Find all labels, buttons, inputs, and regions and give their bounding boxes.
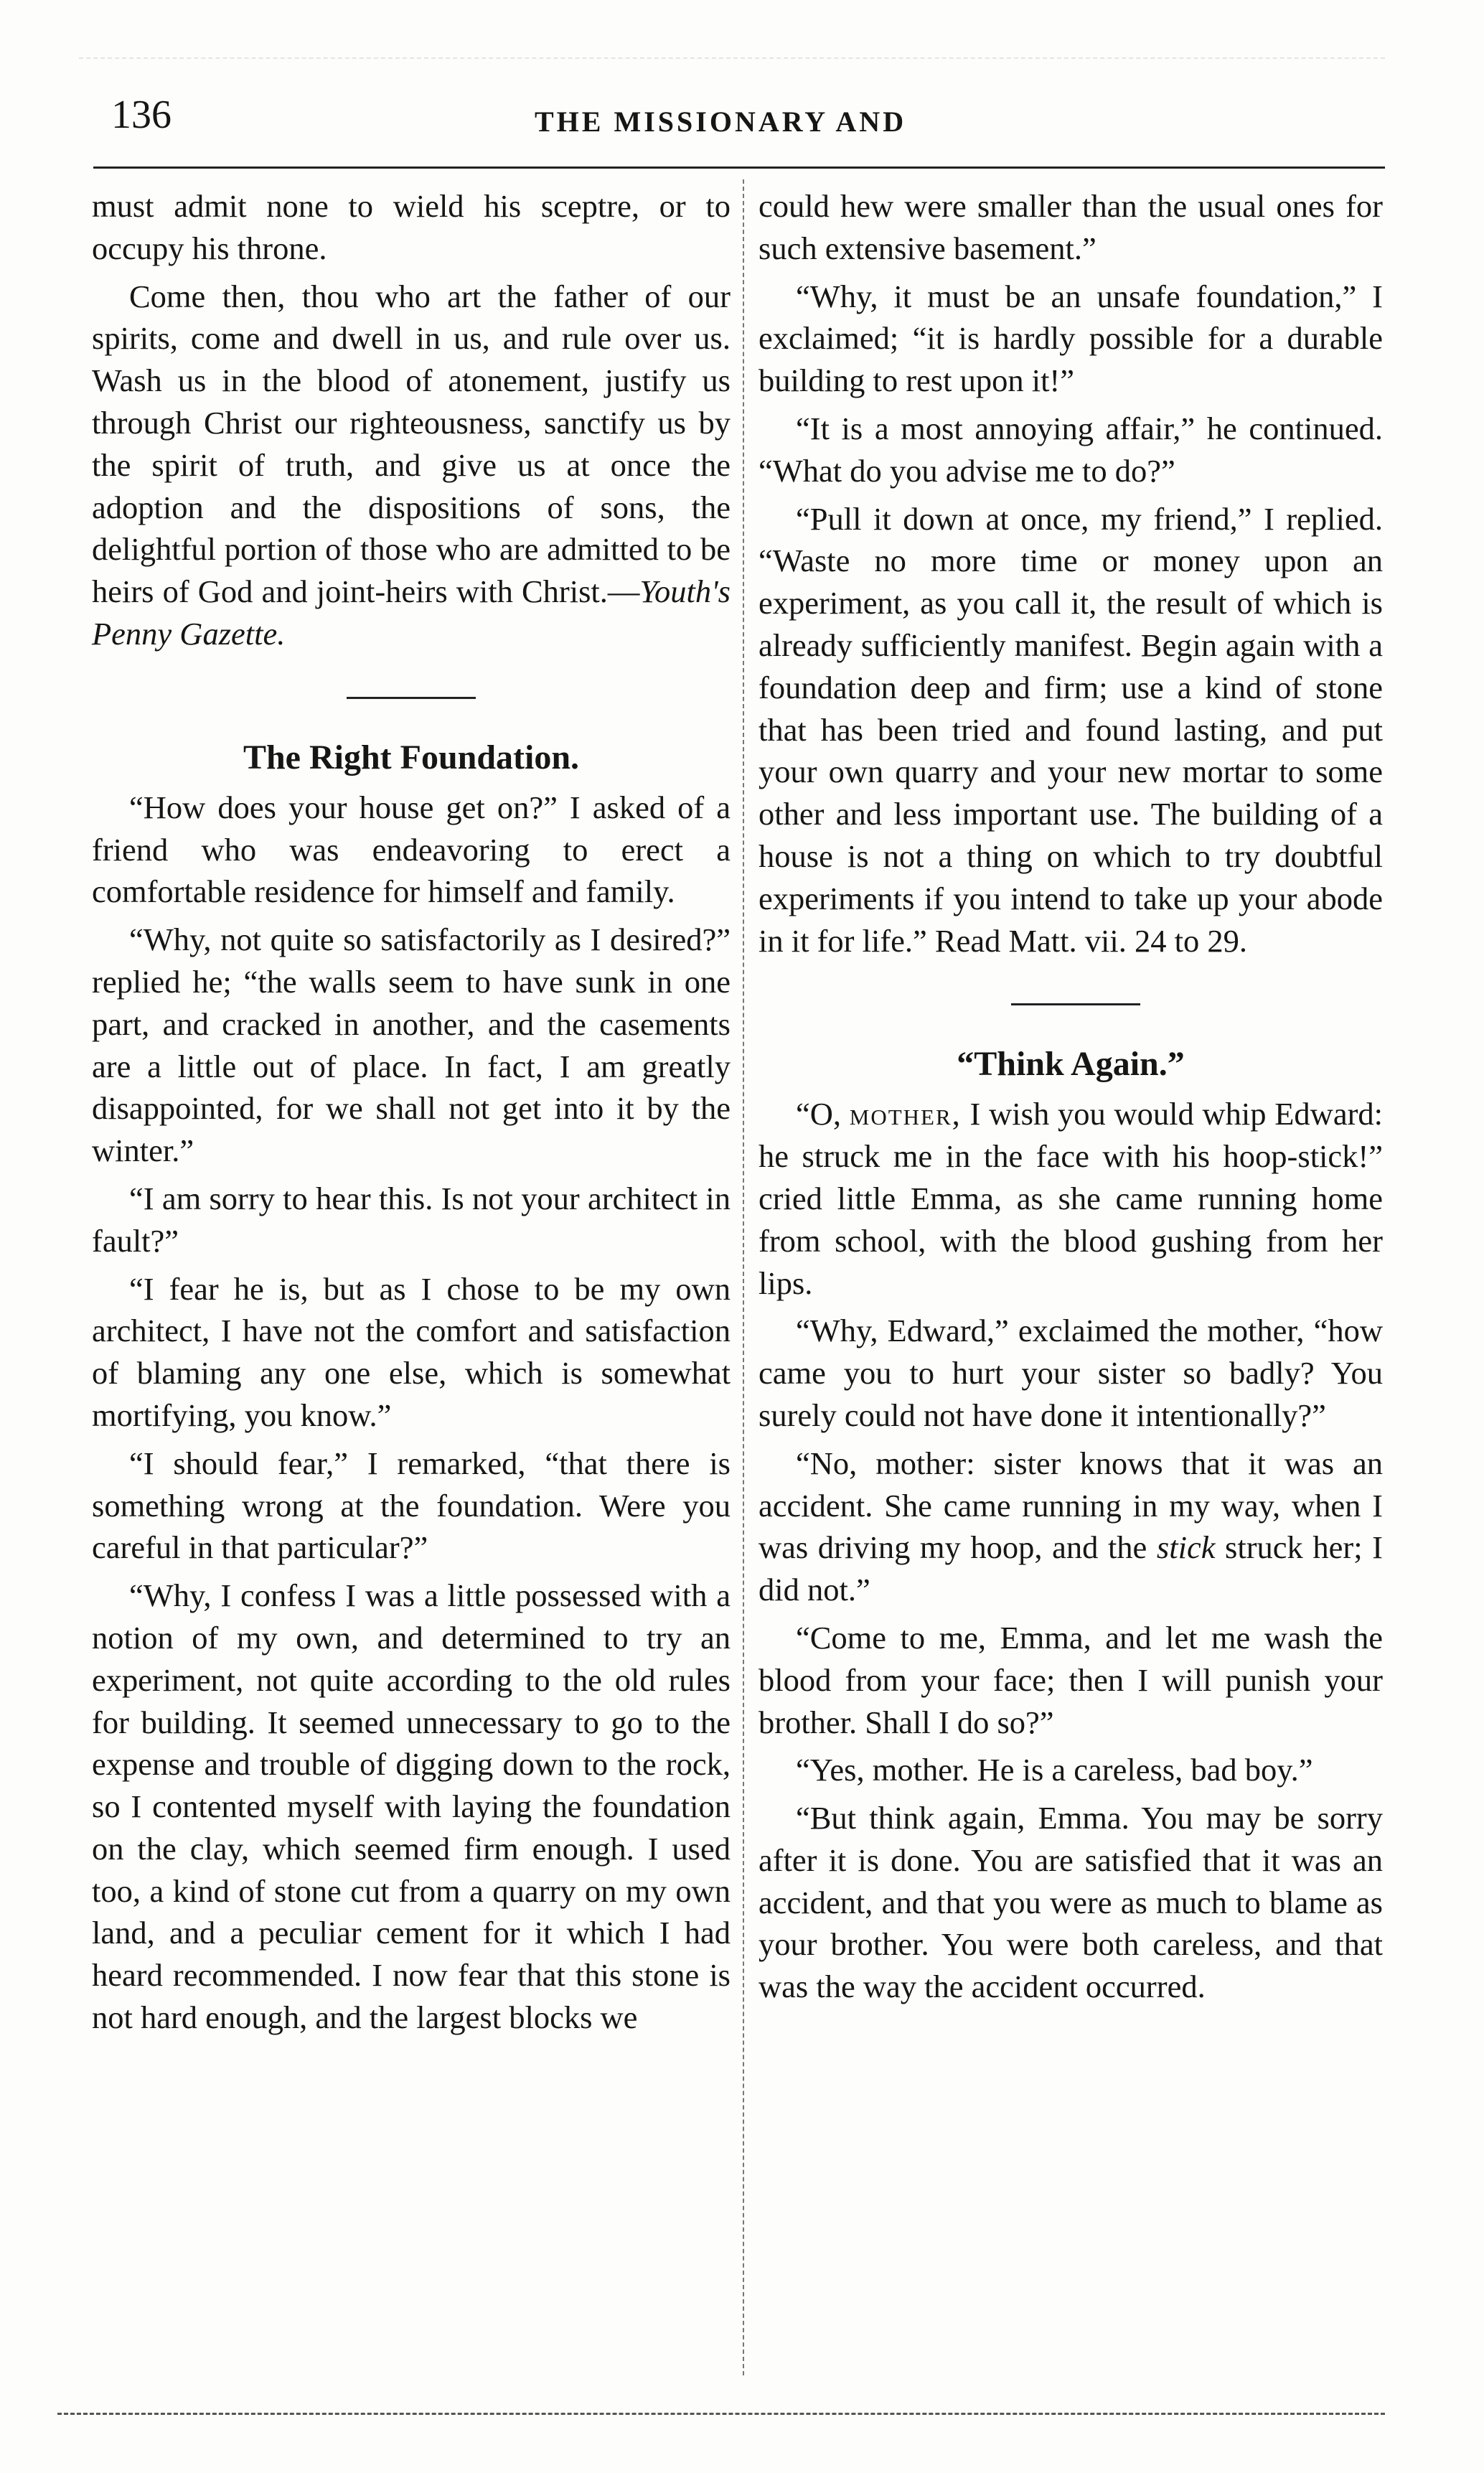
- paragraph: [759, 1093, 1383, 1304]
- footer-rule: [57, 2413, 1385, 2415]
- paragraph-text: “No, mother: sister knows that it was an accident. She came running in my way, when I was driving my hoop, and the: [759, 1445, 1383, 1566]
- section-separator: [347, 697, 476, 699]
- paragraph-text: I wish you would whip Edward: he struck me in the face with his hoop-stick!” cried little Emma, as she came running home from school, with the blood gushing from her lips.: [759, 1096, 1384, 1301]
- paragraph-text: struck her; I did not.”: [759, 1529, 1383, 1608]
- paragraph: “Why, not quite so satisfactorily as I desired?” replied he; “the walls seem to have sunk in one part, and cracked in another, and the casements are a little out of place. In fact, I am greatly disappointed, for we shall not get into it by the winter.”: [92, 921, 731, 1169]
- header-rule: [93, 166, 1385, 169]
- italic-word: stick: [1156, 1529, 1216, 1566]
- section-title: The Right Foundation.: [243, 738, 580, 776]
- paragraph: “Come to me, Emma, and let me wash the blood from your face; then I will punish your brother. Shall I do so?”: [759, 1619, 1383, 1740]
- section-separator: [1011, 1003, 1140, 1005]
- paragraph-text: Come then, thou who art the father of our spirits, come and dwell in us, and rule over us. Wash us in the blood of atonement, justify us through Christ our righteousness, sanctify us by the spirit of truth, and give us at once the adoption and the dispositions of sons, the delightful portion of those who are admitted to be heirs of God and joint-heirs with Christ.—: [92, 278, 731, 610]
- paragraph: “I should fear,” I remarked, “that there is something wrong at the foundation. Were you careful in that particular?”: [92, 1445, 731, 1566]
- small-caps-word: mother,: [849, 1096, 962, 1132]
- paragraph: could hew were smaller than the usual ones for such extensive basement.”: [759, 188, 1383, 266]
- paragraph: “I am sorry to hear this. Is not your architect in fault?”: [92, 1180, 731, 1259]
- paragraph: “Why, it must be an unsafe foundation,” I exclaimed; “it is hardly possible for a durable building to rest upon it!”: [759, 278, 1383, 399]
- left-column: [92, 185, 731, 2039]
- paragraph: must admit none to wield his sceptre, or to occupy his throne.: [92, 188, 731, 266]
- citation: Youth's Penny Gazette.: [92, 573, 731, 652]
- paragraph: “I fear he is, but as I chose to be my own architect, I have not the comfort and satisfaction of blaming any one else, which is somewhat mortifying, you know.”: [92, 1270, 731, 1433]
- paragraph: “Yes, mother. He is a careless, bad boy.”: [796, 1752, 1313, 1788]
- page-number: 136: [111, 93, 172, 137]
- right-column: [759, 185, 1383, 2008]
- paragraph: “Pull it down at once, my friend,” I replied. “Waste no more time or money upon an experiment, as you call it, the result of which is already sufficiently manifest. Begin again with a foundation deep and firm; use a kind of stone that has been tried and found lasting, and put your own quarry and your new mortar to some other and less important use. The building of a house is not a thing on which to try doubtful experiments if you intend to take up your abode in it for life.” Read Matt. vii. 24 to 29.: [759, 500, 1383, 959]
- paragraph: “Why, I confess I was a little possessed with a notion of my own, and determined to try an experiment, not quite according to the old rules for building. It seemed unnecessary to go to the expense and trouble of digging down to the rock, so I contented myself with laying the foundation on the clay, which seemed firm enough. I used too, a kind of stone cut from a quarry on my own land, and a peculiar cement for it which I had heard recommended. I now fear that this stone is not hard enough, and the largest blocks we: [92, 1577, 731, 2036]
- paragraph: “But think again, Emma. You may be sorry after it is done. You are satisfied that it was an accident, and that you were as much to blame as your brother. You were both careless, and that was the way the accident occurred.: [759, 1800, 1383, 2005]
- scan-speck-line: [79, 57, 1385, 73]
- paragraph: “It is a most annoying affair,” he continued. “What do you advise me to do?”: [759, 410, 1383, 489]
- paragraph: [92, 276, 731, 655]
- section-title: “Think Again.”: [957, 1045, 1185, 1084]
- paragraph: “How does your house get on?” I asked of a friend who was endeavoring to erect a comfortable residence for himself and family.: [92, 789, 731, 910]
- paragraph: “Why, Edward,” exclaimed the mother, “how came you to hurt your sister so badly? You surely could not have done it intentionally?”: [759, 1313, 1383, 1433]
- paragraph-text: “O,: [796, 1096, 850, 1132]
- page-header: [111, 92, 1403, 156]
- paragraph: [759, 1442, 1383, 1611]
- running-title: THE MISSIONARY AND: [535, 105, 907, 138]
- column-divider: [743, 179, 744, 2375]
